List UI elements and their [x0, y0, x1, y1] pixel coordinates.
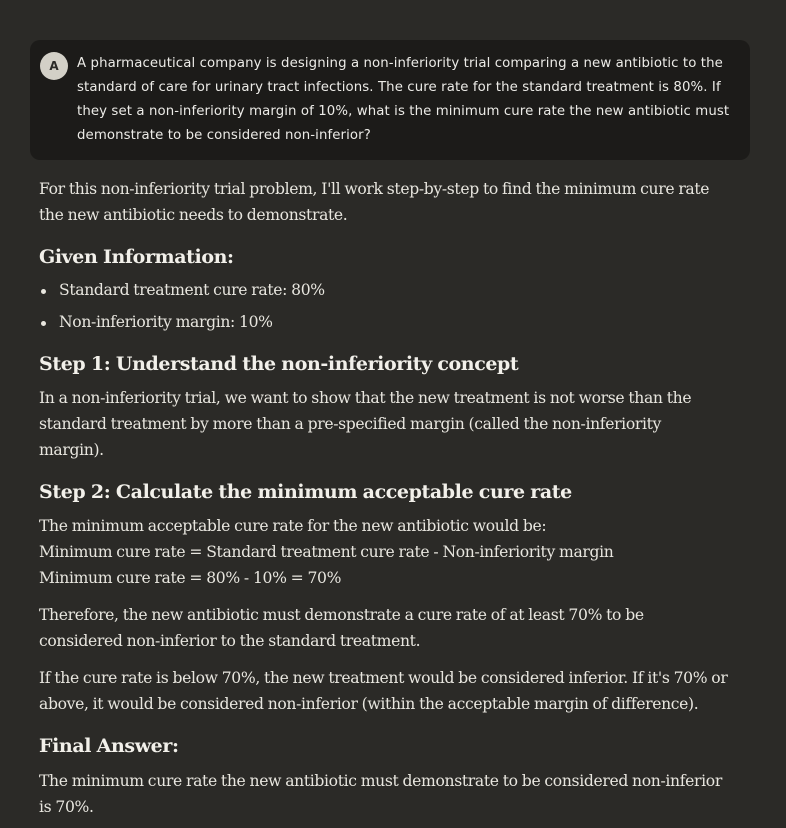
step2-calculation: Minimum cure rate = 80% - 10% = 70%: [39, 569, 342, 587]
step2-text: [39, 513, 729, 591]
step2-line-1: The minimum acceptable cure rate for the new antibiotic would be:: [39, 517, 547, 535]
bullet-icon: [41, 321, 46, 326]
condition-text: If the cure rate is below 70%, the new treatment would be considered inferior. If it's 70% or above, it would be considered non-inferior (within the acceptable margin of difference).: [39, 669, 728, 713]
step2-formula: Minimum cure rate = Standard treatment cure rate - Non-inferiority margin: [39, 543, 614, 561]
list-item: Standard treatment cure rate: 80%: [39, 277, 729, 303]
therefore-text: Therefore, the new antibiotic must demonstrate a cure rate of at least 70% to be considered non-inferior to the standard treatment.: [39, 606, 644, 650]
final-answer-text: The minimum cure rate the new antibiotic must demonstrate to be considered non-inferior is 70%.: [39, 772, 722, 816]
bullet-icon: [41, 289, 46, 294]
user-avatar: A: [40, 52, 68, 80]
given-list: [39, 277, 729, 335]
response-intro: For this non-inferiority trial problem, I'll work step-by-step to find the minimum cure rate the new antibiotic needs to demonstrate.: [39, 180, 710, 224]
user-message-text: A pharmaceutical company is designing a non-inferiority trial comparing a new antibiotic to the standard of care for urinary tract infections. The cure rate for the standard treatment is 80%. If they set a non-inferiority margin of 10%, what is the minimum cure rate the new antibiotic must demonstrate to be considered non-inferior?: [77, 56, 730, 143]
heading-step-1: Step 1: Understand the non-inferiority concept: [39, 353, 519, 375]
assistant-response: [39, 176, 729, 820]
heading-step-2: Step 2: Calculate the minimum acceptable cure rate: [39, 481, 572, 503]
user-message-bubble: [30, 40, 750, 160]
step1-text: In a non-inferiority trial, we want to show that the new treatment is not worse than the standard treatment by more than a pre-specified margin (called the non-inferiority margin).: [39, 389, 692, 459]
list-item: Non-inferiority margin: 10%: [39, 309, 729, 335]
heading-final-answer: Final Answer:: [39, 735, 179, 757]
heading-given-information: Given Information:: [39, 246, 234, 268]
